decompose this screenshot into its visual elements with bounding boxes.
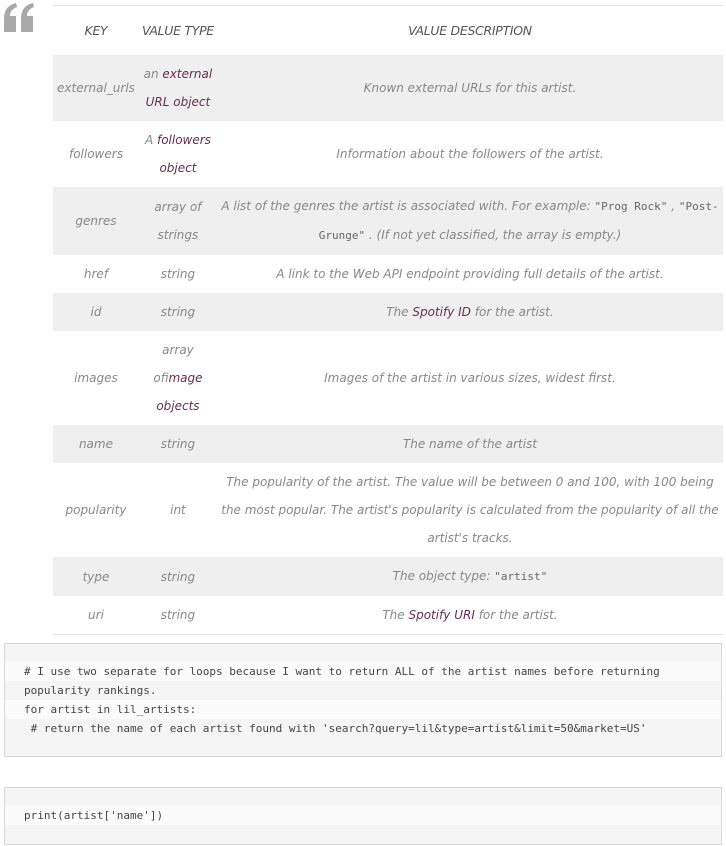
quote-open-icon bbox=[2, 2, 36, 34]
key-cell: id bbox=[90, 305, 102, 319]
key-cell: images bbox=[74, 371, 118, 385]
description-cell: Images of the artist in various sizes, widest first. bbox=[324, 371, 616, 385]
description-cell bbox=[217, 293, 723, 331]
spotify-uri-link[interactable]: Spotify URI bbox=[408, 608, 475, 622]
key-cell: followers bbox=[68, 147, 123, 161]
type-cell: string bbox=[160, 267, 196, 281]
code-line: # return the name of each artist found with 'search?query=lil&type=artist&limit=50&market=US' bbox=[24, 722, 647, 735]
image-objects-link[interactable]: image objects bbox=[156, 371, 203, 413]
table-row bbox=[53, 331, 723, 425]
description-text: The bbox=[386, 305, 413, 319]
type-cell: string bbox=[160, 569, 196, 584]
code-line: print(artist['name']) bbox=[5, 806, 721, 825]
type-cell: string bbox=[160, 608, 196, 622]
key-cell: genres bbox=[75, 214, 117, 228]
description-cell: The name of the artist bbox=[402, 437, 538, 451]
external-url-object-link[interactable]: external URL object bbox=[145, 67, 213, 109]
description-text: The object type: bbox=[392, 569, 495, 583]
table-row bbox=[53, 255, 723, 293]
table-row bbox=[53, 463, 723, 557]
code-line: for artist in lil_artists: bbox=[5, 700, 721, 719]
type-cell: string bbox=[160, 305, 196, 319]
key-cell: uri bbox=[88, 608, 104, 622]
artist-object-table bbox=[53, 5, 723, 635]
type-cell: string bbox=[160, 437, 196, 451]
header-value-type: VALUE TYPE bbox=[141, 23, 214, 38]
table-row bbox=[53, 121, 723, 187]
description-text: The bbox=[382, 608, 409, 622]
code-prog-rock: "Prog Rock" bbox=[594, 200, 668, 213]
code-post-grunge: "Post-Grunge" bbox=[318, 200, 719, 242]
description-cell bbox=[217, 596, 723, 635]
description-cell: Known external URLs for this artist. bbox=[363, 81, 577, 95]
type-cell bbox=[139, 121, 217, 187]
code-block-print bbox=[4, 787, 722, 845]
table-row bbox=[53, 596, 723, 635]
description-text: for the artist. bbox=[470, 305, 554, 319]
type-cell: int bbox=[170, 503, 186, 517]
type-cell bbox=[139, 331, 217, 425]
description-cell bbox=[217, 187, 723, 255]
key-cell: external_urls bbox=[57, 81, 135, 95]
followers-object-link[interactable]: followers object bbox=[156, 133, 211, 175]
code-line: # I use two separate for loops because I want to return ALL of the artist names before returning bbox=[5, 662, 721, 681]
code-block-loop bbox=[4, 643, 722, 757]
description-text: A list of the genres the artist is associated with. For example: bbox=[221, 199, 595, 213]
type-text: A bbox=[144, 133, 157, 147]
table-row bbox=[53, 557, 723, 596]
description-cell: The popularity of the artist. The value will be between 0 and 100, with 100 being the most popular. The artist's popularity is calculated from the popularity of all the artist's tracks. bbox=[221, 475, 719, 545]
separator-text: , bbox=[667, 199, 679, 213]
type-text: array of bbox=[153, 343, 194, 385]
description-cell: A link to the Web API endpoint providing full details of the artist. bbox=[276, 267, 664, 281]
description-text: . (If not yet classified, the array is empty.) bbox=[365, 228, 622, 242]
key-cell: name bbox=[78, 437, 113, 451]
key-cell: type bbox=[82, 569, 110, 584]
code-artist: "artist" bbox=[494, 570, 548, 583]
header-key: KEY bbox=[84, 23, 108, 38]
code-line: popularity rankings. bbox=[24, 684, 157, 697]
description-cell: Information about the followers of the artist. bbox=[336, 147, 604, 161]
spotify-id-link[interactable]: Spotify ID bbox=[412, 305, 471, 319]
table-header-row bbox=[53, 6, 723, 56]
type-cell bbox=[139, 55, 217, 121]
type-cell: array of strings bbox=[154, 200, 202, 242]
description-cell bbox=[217, 557, 723, 596]
key-cell: href bbox=[83, 267, 109, 281]
table-row bbox=[53, 425, 723, 463]
description-text: for the artist. bbox=[474, 608, 558, 622]
header-value-description: VALUE DESCRIPTION bbox=[408, 23, 532, 38]
table-row bbox=[53, 293, 723, 331]
table-row bbox=[53, 187, 723, 255]
key-cell: popularity bbox=[65, 503, 127, 517]
type-text: an bbox=[143, 67, 163, 81]
table-row bbox=[53, 55, 723, 121]
